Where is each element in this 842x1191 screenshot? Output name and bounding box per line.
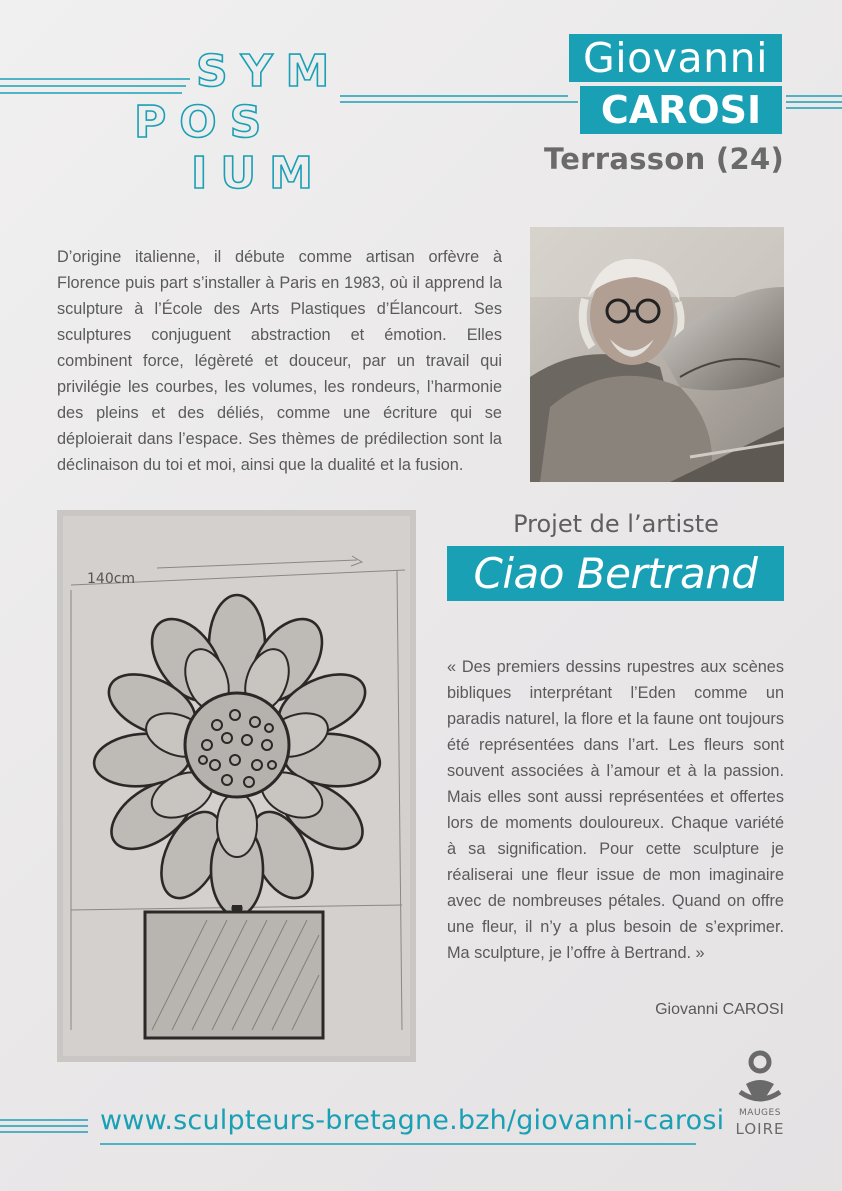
symposium-logo-line-1: SYM [196,46,343,97]
artist-page-link[interactable]: www.sculpteurs-bretagne.bzh/giovanni-carosi [100,1105,725,1136]
artist-last-name: CAROSI [580,86,782,134]
symposium-logo-line-2: POS [134,97,275,148]
sculpture-sketch-drawing [57,510,416,1062]
project-label: Projet de l’artiste [513,510,719,538]
quote-signature: Giovanni CAROSI [655,1001,784,1018]
logo-text-mauges: MAUGES [739,1108,781,1118]
logo-text-loire: LOIRE [735,1120,785,1138]
artist-quote: « Des premiers dessins rupestres aux scènes bibliques interprétant l’Eden comme un paradis naturel, la flore et la faune ont toujours été représentées dans l’art. Les fleurs sont souvent associées à l’amour et à la passion. Mais elles sont aussi représentées et offertes lors de moments douloureux. Chaque variété à sa signification. Pour cette sculpture je réaliserai une fleur issue de mon imaginaire avec de nombreuses pétales. Quand on offre une fleur, il n’y a plus besoin de s’exprimer. Ma sculpture, je l’offre à Bertrand. » [447,658,784,963]
artist-first-name: Giovanni [569,34,782,82]
artist-biography: D’origine italienne, il débute comme artisan orfèvre à Florence puis part s’installer à Paris en 1983, où il apprend la sculpture à l’École des Arts Plastiques d’Élancourt. Ses sculptures conjuguent abstraction et émotion. Elles combinent force, légèreté et douceur, par un travail qui privilégie les courbes, les volumes, les rondeurs, l’harmonie des pleins et des déliés, comme une écriture qui se déploierait dans l’espace. Ses thèmes de prédilection sont la déclinaison du toi et moi, ainsi que la dualité et la fusion. [57,248,502,475]
project-title: Ciao Bertrand [447,546,784,601]
symposium-logo-line-3: IUM [191,148,326,199]
artist-location: Terrasson (24) [543,142,784,176]
sketch-dimension-label: 140cm [87,571,136,587]
artist-portrait-photo [530,227,784,482]
